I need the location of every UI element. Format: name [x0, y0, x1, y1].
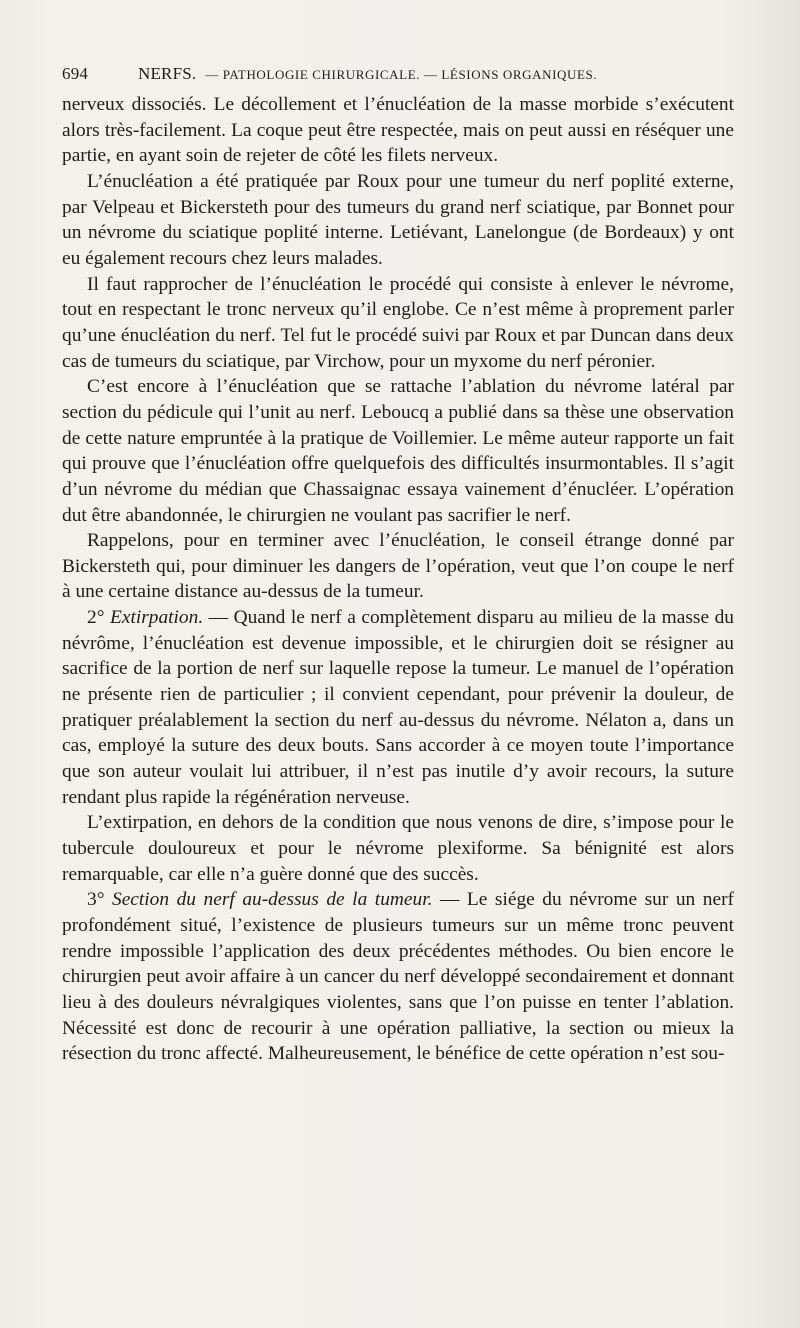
section-title-extirpation: Extirpation. [110, 607, 204, 629]
paragraph-3: Il faut rapprocher de l’énucléation le procédé qui consiste à enlever le névrome, tout en respectant le tronc nerveux qu’il englobe. Ce n’est même à proprement parler qu’une énucléation du nerf. Tel fut le procédé suivi par Roux et par Duncan dans deux cas de tumeurs du sciatique, par Virchow, pour un myxome du nerf péronier. [62, 273, 734, 372]
page-number: 694 [62, 64, 89, 83]
header-section: NERFS. [138, 64, 197, 83]
paragraph-6-text: — Quand le nerf a complètement disparu au milieu de la masse du névrôme, l’énucléation est devenue impossible, et le chirurgien doit se résigner au sacrifice de la portion de nerf sur laquelle repose la tumeur. Le manuel de l’opération ne présente rien de particulier ; il convient cependant, pour prévenir la douleur, de pratiquer préalablement la section du nerf au-dessus du névrome. Nélaton a, dans un cas, employé la suture des deux bouts. Sans accorder à ce moyen toute l’importance que son auteur voulait lui attribuer, il n’est pas inutile d’y avoir recours, la suture rendant plus rapide la régénération nerveuse. [62, 607, 734, 808]
paragraph-1: nerveux dissociés. Le décollement et l’énucléation de la masse morbide s’exécutent alors très-facilement. La coque peut être respectée, mais on peut aussi en réséquer une partie, en ayant soin de rejeter de côté les filets nerveux. [62, 94, 734, 167]
section-number: 2° [87, 607, 105, 629]
section-title-section-du-nerf: Section du nerf au-dessus de la tumeur. [112, 889, 433, 911]
paragraph-7: L’extirpation, en dehors de la condition que nous venons de dire, s’impose pour le tubercule douloureux et pour le névrome plexiforme. Sa bénignité est alors remarquable, car elle n’a guère donné que des succès. [62, 812, 734, 885]
header-subtitle: — PATHOLOGIE CHIRURGICALE. — LÉSIONS ORGANIQUES. [205, 67, 598, 82]
paragraph-4: C’est encore à l’énucléation que se rattache l’ablation du névrome latéral par section du pédicule qui l’unit au nerf. Leboucq a publié dans sa thèse une observation de cette nature empruntée à la pratique de Voillemier. Le même auteur rapporte un fait qui prouve que l’énucléation offre quelquefois des difficultés insurmontables. Il s’agit d’un névrome du médian que Chassaignac essaya vainement d’énucléer. L’opération dut être abandonnée, le chirurgien ne voulant pas sacrifier le nerf. [62, 376, 734, 526]
paragraph-8-text: — Le siége du névrome sur un nerf profondément situé, l’existence de plusieurs tumeurs sur un même tronc peuvent rendre impossible l’application des deux précédentes méthodes. Ou bien encore le chirurgien peut avoir affaire à un cancer du nerf développé secondairement et donnant lieu à des douleurs névralgiques violentes, sans que l’on puisse en tenter l’ablation. Nécessité est donc de recourir à une opération palliative, la section ou mieux la résection du tronc affecté. Malheureusement, le bénéfice de cette opération n’est sou- [62, 889, 734, 1065]
running-header [62, 62, 742, 86]
section-number: 3° [87, 889, 105, 911]
paragraph-5: Rappelons, pour en terminer avec l’énucléation, le conseil étrange donné par Bickersteth qui, pour diminuer les dangers de l’opération, veut que l’on coupe le nerf à une certaine distance au-dessus de la tumeur. [62, 530, 734, 603]
body-text [62, 92, 734, 1292]
paragraph-6 [62, 605, 734, 810]
paragraph-8 [62, 887, 734, 1067]
paragraph-2: L’énucléation a été pratiquée par Roux pour une tumeur du nerf poplité externe, par Velpeau et Bickersteth pour des tumeurs du grand nerf sciatique, par Bonnet pour un névrome du sciatique poplité interne. Letiévant, Lanelongue (de Bordeaux) y ont eu également recours chez leurs malades. [62, 170, 734, 269]
